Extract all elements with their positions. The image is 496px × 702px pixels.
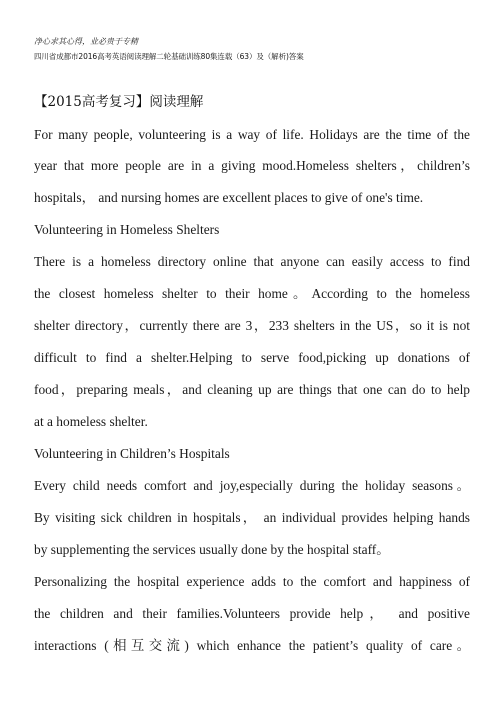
body-line: Personalizing the hospital experience adds to the comfort and happiness of (34, 574, 470, 589)
body-line: the children and their families.Volunteers provide help， and positive (34, 606, 470, 621)
body-line: difficult to find a shelter.Helping to serve food,picking up donations of (34, 350, 470, 365)
header-title: 四川省成都市2016高考英语阅读理解二轮基础训练80集连载（63）及（解析)答案 (34, 52, 304, 61)
body-line: shelter directory，currently there are 3，233 shelters in the US，so it is not (34, 318, 470, 333)
section-heading: 【2015高考复习】阅读理解 (34, 94, 204, 110)
body-line: food，preparing meals，and cleaning up are things that one can do to help (34, 382, 470, 397)
body-line: at a homeless shelter. (34, 414, 148, 429)
body-line: Every child needs comfort and joy,especially during the holiday seasons。 (34, 478, 470, 493)
body-line: By visiting sick children in hospitals， an individual provides helping hands (34, 510, 470, 525)
body-line: the closest homeless shelter to their home。According to the homeless (34, 286, 470, 301)
body-line: year that more people are in a giving mood.Homeless shelters，children’s (34, 158, 470, 173)
body-line: There is a homeless directory online that anyone can easily access to find (34, 254, 470, 269)
body-line: hospitals， and nursing homes are excellent places to give of one's time. (34, 190, 424, 205)
body-line: interactions (相互交流) which enhance the patient’s quality of care。 (34, 638, 470, 653)
subheading-homeless-shelters: Volunteering in Homeless Shelters (34, 222, 220, 237)
body-line: by supplementing the services usually done by the hospital staff。 (34, 542, 390, 557)
header-motto: 净心求其心得，业必贵于专精 (34, 37, 138, 46)
body-line: For many people, volunteering is a way of life. Holidays are the time of the (34, 127, 470, 142)
subheading-childrens-hospitals: Volunteering in Children’s Hospitals (34, 446, 230, 461)
